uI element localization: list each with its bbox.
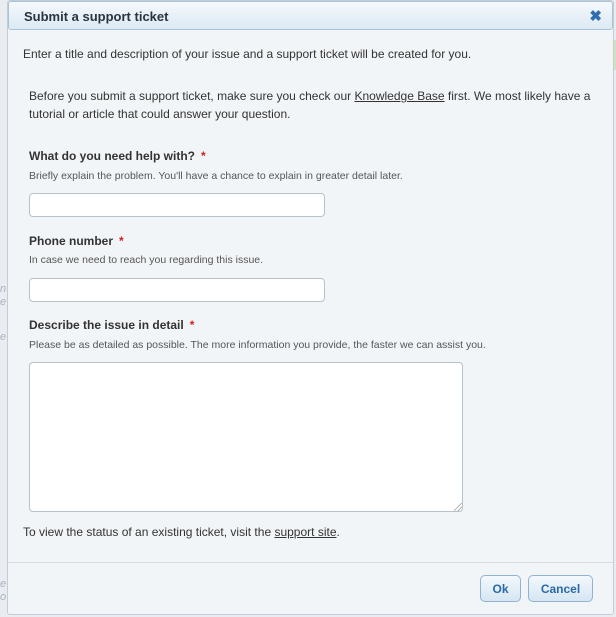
resize-grip-icon[interactable] — [454, 503, 462, 511]
issue-detail-label — [29, 318, 194, 332]
ok-button[interactable]: Ok — [480, 575, 521, 602]
intro-text: Enter a title and description of your issue and a support ticket will be created for you. — [23, 47, 472, 61]
knowledge-base-notice — [29, 87, 599, 123]
phone-number-label-text: Phone number — [29, 234, 114, 248]
issue-detail-label-text: Describe the issue in detail — [29, 318, 184, 332]
dialog-title: Submit a support ticket — [24, 9, 169, 24]
background-text-fragment: o — [0, 591, 7, 603]
cancel-button[interactable]: Cancel — [528, 575, 593, 602]
dialog-titlebar[interactable] — [8, 1, 613, 30]
close-icon[interactable]: ✖ — [589, 8, 602, 25]
background-text-fragment: n — [0, 283, 7, 295]
issue-detail-textarea[interactable] — [29, 362, 463, 512]
dialog-footer — [8, 562, 613, 615]
help-topic-label — [29, 149, 206, 163]
status-text: . — [336, 525, 340, 539]
required-marker: * — [189, 318, 195, 332]
phone-number-label — [29, 234, 124, 248]
support-site-link[interactable]: support site — [274, 525, 337, 539]
required-marker: * — [119, 234, 124, 248]
notice-text: first. We most likely have a tutorial or article that could answer your question. — [29, 89, 591, 121]
background-text-fragment: e — [0, 578, 7, 590]
ticket-status-text — [23, 525, 340, 539]
phone-number-hint: In case we need to reach you regarding this issue. — [29, 254, 264, 266]
support-ticket-dialog — [7, 0, 614, 615]
help-topic-input[interactable] — [29, 193, 325, 217]
issue-detail-hint: Please be as detailed as possible. The more information you provide, the faster we can assist you. — [29, 339, 486, 351]
phone-number-input[interactable] — [29, 278, 325, 302]
status-text: To view the status of an existing ticket, visit the — [23, 525, 275, 539]
help-topic-label-text: What do you need help with? — [29, 149, 195, 163]
notice-text: Before you submit a support ticket, make sure you check our — [29, 89, 355, 103]
required-marker: * — [201, 149, 206, 163]
help-topic-hint: Briefly explain the problem. You'll have a chance to explain in greater detail later. — [29, 170, 403, 182]
background-text-fragment: e — [0, 296, 7, 308]
knowledge-base-link[interactable]: Knowledge Base — [354, 89, 445, 103]
background-text-fragment: e — [0, 331, 7, 343]
